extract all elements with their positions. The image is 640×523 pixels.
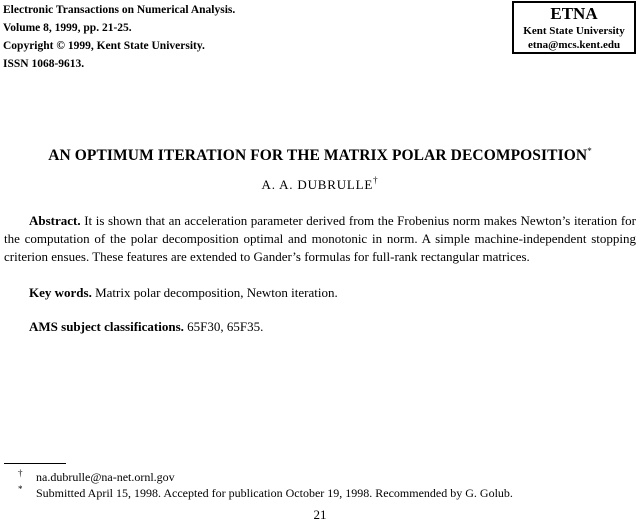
keywords-text: Matrix polar decomposition, Newton iteration. [95,285,338,300]
etna-email: etna@mcs.kent.edu [527,39,621,51]
paper-title-text: AN OPTIMUM ITERATION FOR THE MATRIX POLAR DECOMPOSITION [48,147,588,164]
keywords-label: Key words. [29,285,92,300]
copyright-line: Copyright © 1999, Kent State University. [3,40,205,52]
ams-label: AMS subject classifications. [29,319,184,334]
issn-line: ISSN 1068-9613. [3,58,85,70]
footnote-text: na.dubrulle@na-net.ornl.gov [36,470,175,484]
title-footnote-mark: * [587,146,592,156]
volume-info: Volume 8, 1999, pp. 21-25. [3,22,132,34]
etna-title: ETNA [550,4,598,23]
author-name: A. A. DUBRULLE [261,177,374,192]
paper-title [0,147,640,165]
abstract-text: It is shown that an acceleration parameter derived from the Frobenius norm makes Newton’s iteration for the computation of the polar decomposition optimal and monotonic in norm. A simple machine-independent stopping criterion ensues. These features are extended to Gander’s formulas for full-rank rectangular matrices. [4,213,636,264]
abstract-label: Abstract. [29,213,81,228]
etna-logo-box [512,1,636,54]
journal-masthead [3,1,235,73]
footnote-submission: * Submitted April 15, 1998. Accepted for publication October 19, 1998. Recommended by G. Golub. [18,484,513,500]
footnote-text: Submitted April 15, 1998. Accepted for publication October 19, 1998. Recommended by G. Golub. [36,486,513,500]
footnote-rule [4,463,66,464]
footnote-author-email: † na.dubrulle@na-net.ornl.gov [18,468,175,484]
keywords-paragraph [29,285,338,301]
page-number: 21 [313,507,327,522]
etna-university: Kent State University [523,25,625,37]
abstract-paragraph [4,212,636,266]
ams-classification-paragraph [29,319,263,335]
journal-name: Electronic Transactions on Numerical Analysis. [3,4,236,16]
paper-author [0,177,640,193]
ams-text: 65F30, 65F35. [187,319,264,334]
author-footnote-mark: † [373,175,379,185]
